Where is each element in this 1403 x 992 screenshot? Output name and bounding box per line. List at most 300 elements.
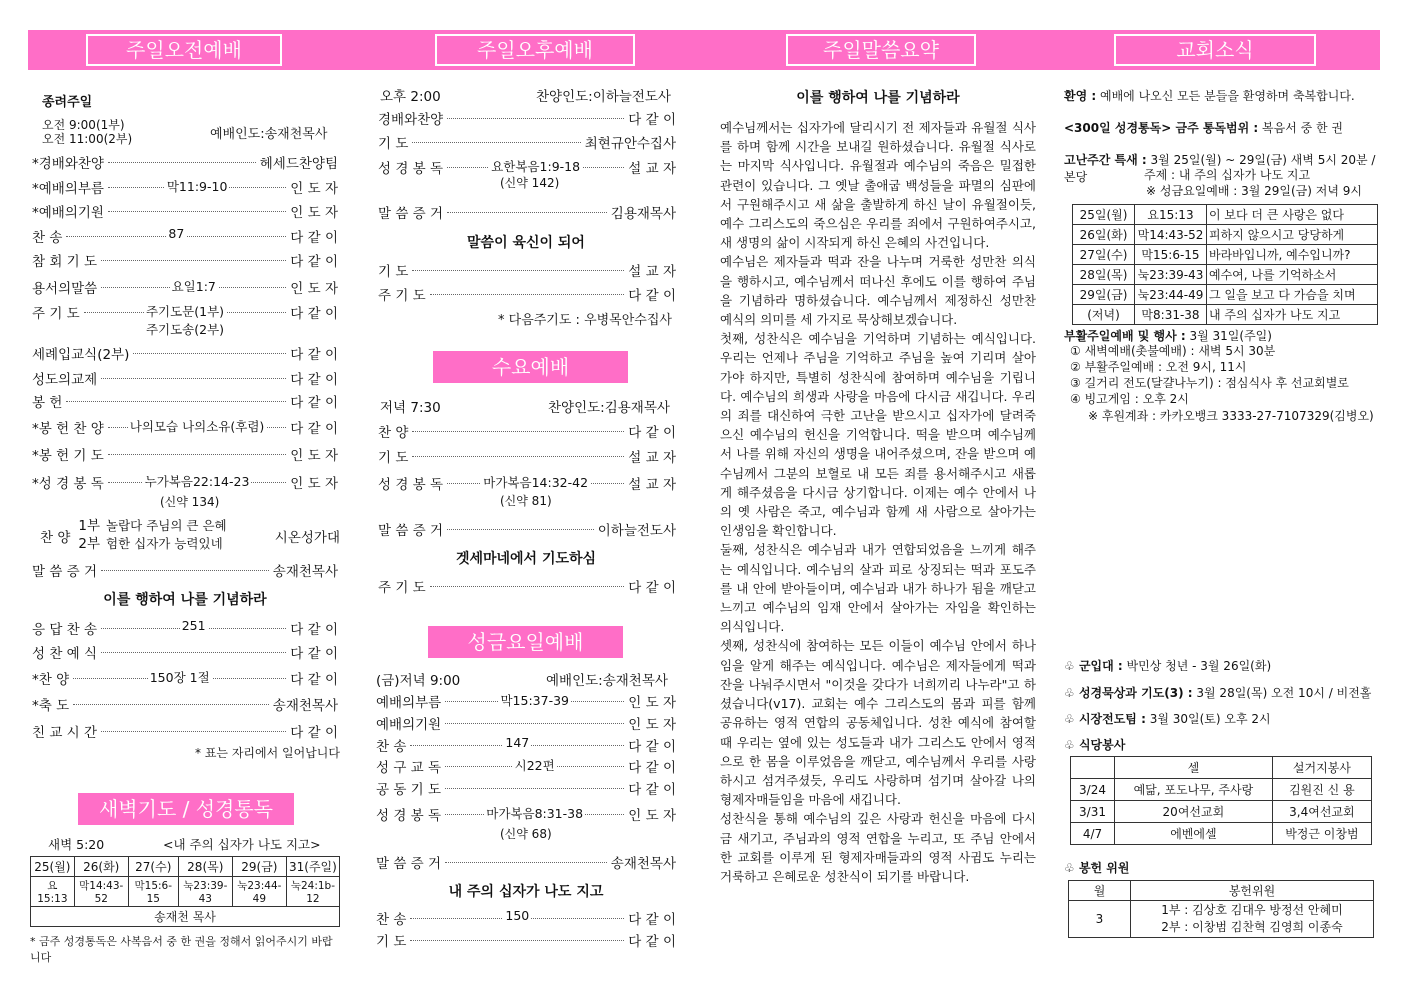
- order-leader-dots: [73, 694, 269, 708]
- order-detail: 251: [181, 618, 206, 633]
- passion-label: 고난주간 특새 :: [1064, 153, 1147, 167]
- order-leader-dots: [73, 668, 286, 686]
- kitchen-row: [1071, 779, 1372, 801]
- order-label: 경배와찬양: [378, 112, 444, 128]
- order-responsible: 다 같 이: [628, 580, 676, 596]
- order-label: 용서의말씀: [32, 281, 98, 297]
- passion-cell: 바라바입니까, 예수입니까?: [1207, 245, 1378, 265]
- morning-sermon-title: 이를 행하여 나를 기념하라: [103, 592, 267, 608]
- order-row: [32, 560, 338, 580]
- order-responsible: 다 같 이: [290, 421, 338, 437]
- order-responsible: 다 같 이: [290, 672, 338, 688]
- order-detail: 막15:37-39: [500, 693, 569, 708]
- praise-song-1: 놀랍다 주님의 큰 은혜: [106, 518, 227, 533]
- reading-line: [1064, 119, 1343, 136]
- afternoon-column: [376, 0, 676, 992]
- order-row: [376, 778, 676, 798]
- morning-title: 종려주일: [42, 95, 93, 110]
- order-responsible: 설 교 자: [628, 161, 676, 177]
- order-responsible: 인 도 자: [290, 181, 338, 197]
- praise-song-2: 험한 십자가 능력있네: [106, 536, 223, 551]
- passion-cell: 피하지 않으시고 당당하게: [1207, 225, 1378, 245]
- welcome-label: 환영 :: [1064, 89, 1097, 103]
- offer-label: ♧ 봉헌 위원: [1064, 861, 1130, 875]
- army-line: [1064, 657, 1271, 674]
- wed-leader: 찬양인도:김용재목사: [548, 400, 670, 416]
- kitchen-cell: 김원진 신 용: [1272, 779, 1371, 801]
- order-row: [32, 391, 338, 411]
- kitchen-cell: 3/24: [1071, 779, 1115, 801]
- bible-label: ♧ 성경묵상과 기도(3) :: [1064, 686, 1193, 700]
- kitchen-cell: 3/31: [1071, 801, 1115, 823]
- market-label: ♧ 시장전도팀 :: [1064, 712, 1146, 726]
- order-responsible: 인 도 자: [628, 808, 676, 824]
- offer-members-2: 2부 : 이창범 김찬혁 김영희 이종숙: [1161, 920, 1343, 934]
- passion-row: [1073, 225, 1378, 245]
- passion-cell: 26일(화): [1073, 225, 1135, 245]
- passion-cell: 27일(수): [1073, 245, 1135, 265]
- order-responsible: 다 같 이: [290, 395, 338, 411]
- order-row: [32, 642, 338, 662]
- kitchen-head: [1071, 757, 1115, 779]
- order-row: [376, 735, 676, 755]
- easter-item: ③ 길거리 전도(달걀나누기) : 점심식사 후 선교회별로: [1070, 376, 1349, 390]
- wed-time: 저녁 7:30: [380, 400, 441, 416]
- order-responsible: 다 같 이: [290, 725, 338, 741]
- order-row: [378, 519, 676, 539]
- order-row: [376, 930, 676, 950]
- order-responsible: 송재천목사: [272, 564, 338, 580]
- summary-p6: 성찬식을 통해 예수님의 깊은 사랑과 헌신을 마음에 다시금 새기고, 주님과의 영적 연합을 누리고, 또 주님 안에서 한 교회를 이루게 된 형제자매들과의 영적 사귐도 누리는 거룩하고 은혜로운 성찬식이 되기를 바랍니다.: [720, 811, 1036, 884]
- order-responsible: 다 같 이: [290, 230, 338, 246]
- header-morning-worship: 주일오전예배: [86, 34, 282, 66]
- bible-text: 3월 28일(목) 오전 10시 / 비전홀: [1196, 686, 1372, 700]
- offer-head-members: 봉헌위원: [1131, 881, 1374, 901]
- order-label: 말 씀 증 거: [378, 206, 444, 222]
- order-label: 찬 송: [376, 739, 407, 755]
- order-leader-dots: [447, 473, 624, 491]
- dawn-ref: 눅24:1b-12: [286, 877, 339, 907]
- passion-table: [1072, 204, 1378, 325]
- order-row: [376, 852, 676, 872]
- kitchen-cell: 20여선교회: [1115, 801, 1273, 823]
- bible-line: [1064, 684, 1371, 701]
- order-row: [32, 201, 338, 221]
- order-row: [378, 132, 676, 152]
- dawn-theme: <내 주의 십자가 나도 지고>: [163, 837, 321, 852]
- kitchen-line: [1064, 736, 1125, 753]
- order-row: [378, 202, 676, 222]
- morning-leader: 예배인도:송재천목사: [210, 127, 328, 142]
- order-row: [378, 446, 676, 466]
- kitchen-label: ♧ 식당봉사: [1064, 738, 1126, 752]
- army-label: ♧ 군입대 :: [1064, 659, 1123, 673]
- order-label: 세례입교식(2부): [32, 347, 130, 363]
- order-label: 성 찬 예 식: [32, 646, 98, 662]
- order-label: 찬 송: [32, 230, 63, 246]
- order-leader-dots: [410, 908, 624, 923]
- order-responsible: 다 같 이: [628, 739, 676, 755]
- dawn-day: 31(주일): [286, 857, 339, 877]
- kitchen-cell: 4/7: [1071, 823, 1115, 845]
- summary-p3: 첫째, 성찬식은 예수님을 기억하며 기념하는 예식입니다. 우리는 언제나 주님을 기억하고 주님을 높여 기리며 살아가야 하지만, 특별히 성찬식에 참여하며 예수님을 기립니다. 예수님의 희생과 사랑을 마음에 다시금 새깁니다. 우리의 죄를 대신하여 극한 고난을 받으시고 십자가에 달려죽으신 예수님의 헌신을 기억합니다. 떡을 받으며 예수님께서 나를 위해 자신의 생명을 내어주셨으며, 잔을 받으며 예수님께서 그분의 보혈로 내 모든 죄를 용서해주시고 새롭게 해주셨음을 다시금 상기합니다. 이제는 예수 안에서 나의 옛 사람은 죽고, 예수님과 함께 새 사람으로 살아가는 인생임을 확인합니다.: [720, 331, 1036, 539]
- order-label: 봉 헌: [32, 395, 63, 411]
- kitchen-cell: 3,4여선교회: [1272, 801, 1371, 823]
- order-leader-dots: [133, 343, 286, 357]
- order-row: [32, 277, 338, 297]
- order-leader-dots: [101, 618, 286, 633]
- passion-cell: 눅23:39-43: [1135, 265, 1207, 285]
- order-leader-dots: [108, 444, 286, 458]
- afternoon-time: 오후 2:00: [380, 89, 441, 105]
- order-responsible: 다 같 이: [628, 425, 676, 441]
- order-leader-dots: [445, 778, 624, 792]
- order-label: 주 기 도: [32, 306, 80, 322]
- order-label: 친 교 시 간: [32, 725, 98, 741]
- order-responsible: 송재천목사: [272, 698, 338, 714]
- passion-cell: 28일(목): [1073, 265, 1135, 285]
- offer-head-month: 월: [1069, 881, 1131, 901]
- order-row: [32, 694, 338, 714]
- dawn-note: * 금주 성경통독은 사복음서 중 한 권을 정해서 읽어주시기 바랍니다: [30, 935, 333, 964]
- easter-items: [1070, 343, 1349, 407]
- order-detail: 막11:9-10: [166, 179, 228, 194]
- afternoon-sermon-title: 말씀이 육신이 되어: [467, 235, 585, 251]
- order-leader-dots: [412, 421, 624, 435]
- order-detail: 마가복음8:31-38: [486, 806, 584, 821]
- order-row: [376, 756, 676, 776]
- order-detail: 요한복음1:9-18: [491, 159, 581, 174]
- welcome-line: [1064, 87, 1355, 104]
- order-label: 찬 양: [378, 425, 409, 441]
- order-label: 기 도: [378, 450, 409, 466]
- praise-part-1: 1부: [78, 518, 101, 534]
- offer-table: [1068, 880, 1374, 938]
- order-leader-dots: [412, 446, 624, 460]
- order-label: 참 회 기 도: [32, 254, 98, 270]
- kitchen-head: 설거지봉사: [1272, 757, 1371, 779]
- fri-sinyak: (신약 68): [500, 827, 552, 841]
- fri-title: 성금요일예배: [428, 626, 623, 658]
- praise-performer: 시온성가대: [274, 530, 340, 546]
- order-label: 성 경 봉 독: [378, 161, 444, 177]
- dawn-time: 새벽 5:20: [48, 837, 105, 852]
- order-leader-dots: [101, 560, 269, 574]
- order-responsible: 다 같 이: [290, 254, 338, 270]
- order-row: [32, 444, 338, 464]
- order-row: [378, 108, 676, 128]
- easter-item: ① 새벽예배(촛불예배) : 새벽 5시 30분: [1070, 344, 1276, 358]
- offer-line: [1064, 859, 1129, 876]
- passion-cell: 막14:43-52: [1135, 225, 1207, 245]
- morning-time-2: 오전 11:00(2부): [42, 132, 133, 146]
- passion-cell: 요15:13: [1135, 205, 1207, 225]
- order-label: 성 경 봉 독: [376, 808, 442, 824]
- order-label: *봉 헌 찬 양: [32, 421, 104, 437]
- order-responsible: 다 같 이: [290, 347, 338, 363]
- order-detail: 나의모습 나의소유(후렴): [129, 419, 265, 434]
- dawn-day: 29(금): [232, 857, 286, 877]
- order-label: 성 구 교 독: [376, 760, 442, 776]
- order-responsible: 설 교 자: [628, 264, 676, 280]
- reading-text: 복음서 중 한 권: [1262, 121, 1344, 135]
- fri-leader: 예배인도:송재천목사: [546, 673, 668, 689]
- summary-p5: 셋째, 성찬식에 참여하는 모든 이들이 예수님 안에서 하나임을 알게 해주는 예식입니다. 예수님은 제자들에게 떡과 잔을 나눠주시면서 "이것을 갖다가 너희끼리 나누라"고 하셨습니다(v17). 교회는 예수 그리스도의 몸과 피를 함께 공유하는 영적 연합의 공동체입니다. 성찬 예식에 참여할 때 우리는 옆에 있는 성도들과 내가 그리스도 안에서 영적으로 한 몸을 이루었음을 깨닫고, 예수님께서 우리를 사랑하시고 섬겨주셨듯, 우리도 사랑하며 섬기며 살아갈 나의 형제자매들임을 마음에 새깁니다.: [720, 638, 1036, 808]
- order-leader-dots: [410, 930, 624, 944]
- order-leader-dots: [447, 519, 594, 533]
- order-responsible: 인 도 자: [628, 717, 676, 733]
- order-leader-dots: [66, 391, 286, 405]
- order-label: 예배의부름: [376, 695, 442, 711]
- morning-sinyak: (신약 134): [160, 495, 220, 509]
- kitchen-cell: 예닮, 포도나무, 주사랑: [1115, 779, 1273, 801]
- dawn-ref: 막15:6-15: [128, 877, 178, 907]
- dawn-title: 새벽기도 / 성경통독: [78, 793, 294, 825]
- easter-label: 부활주일예배 및 행사 :: [1064, 329, 1186, 343]
- fri-time: (금)저녁 9:00: [376, 673, 461, 689]
- easter-item: ② 부활주일예배 : 오전 9시, 11시: [1070, 360, 1247, 374]
- fri-sermon-title: 내 주의 십자가 나도 지고: [448, 884, 604, 900]
- dawn-day: 28(목): [178, 857, 232, 877]
- passion-cell: 예수여, 나를 기억하소서: [1207, 265, 1378, 285]
- order-label: 기 도: [378, 264, 409, 280]
- dawn-pastor: 송재천 목사: [31, 907, 340, 927]
- offer-members: [1131, 901, 1374, 938]
- passion-row: [1073, 285, 1378, 305]
- dawn-day: 26(화): [74, 857, 128, 877]
- order-label: 기 도: [376, 934, 407, 950]
- morning-note: * 표는 자리에서 일어납니다: [195, 746, 340, 760]
- order-label: *예배의부름: [32, 181, 104, 197]
- passion-cell: 이 보다 더 큰 사랑은 없다: [1207, 205, 1378, 225]
- order-label: 성도의교제: [32, 372, 98, 388]
- order-detail: 요일1:7: [171, 279, 216, 294]
- order-responsible: 다 같 이: [628, 112, 676, 128]
- order-responsible: 인 도 자: [290, 448, 338, 464]
- praise-row: [40, 517, 340, 553]
- praise-parts: [78, 517, 100, 553]
- order-row: [378, 473, 676, 493]
- order-detail: 150: [505, 908, 530, 923]
- summary-body: [720, 118, 1036, 886]
- order-leader-dots: [445, 713, 624, 727]
- order-label: *봉 헌 기 도: [32, 448, 104, 464]
- passion-cell: 25일(월): [1073, 205, 1135, 225]
- order-responsible: 송재천목사: [610, 856, 676, 872]
- order-responsible: 인 도 자: [290, 476, 338, 492]
- order-leader-dots: [447, 157, 624, 175]
- market-line: [1064, 710, 1271, 727]
- order-label: 예배의기원: [376, 717, 442, 733]
- kitchen-head: 셀: [1115, 757, 1273, 779]
- order-leader-dots: [410, 735, 624, 750]
- order-row: [32, 152, 338, 172]
- order-leader-dots: [412, 260, 624, 274]
- dawn-ref: 막14:43-52: [74, 877, 128, 907]
- order-row: [32, 302, 338, 338]
- praise-part-2: 2부: [78, 536, 101, 552]
- passion-row: [1073, 305, 1378, 325]
- market-text: 3월 30일(토) 오후 2시: [1149, 712, 1271, 726]
- order-detail: 150장 1절: [149, 670, 210, 685]
- order-row: [32, 177, 338, 197]
- order-label: 주 기 도: [378, 288, 426, 304]
- order-responsible: 이하늘전도사: [597, 523, 676, 539]
- order-leader-dots: [108, 152, 256, 166]
- dawn-day: 25(월): [31, 857, 75, 877]
- passion-cell: 눅23:44-49: [1135, 285, 1207, 305]
- order-row: [376, 691, 676, 711]
- order-responsible: 인 도 자: [290, 205, 338, 221]
- order-responsible: 다 같 이: [290, 306, 338, 322]
- dawn-ref: 요15:13: [31, 877, 75, 907]
- kitchen-row: [1071, 823, 1372, 845]
- order-label: *축 도: [32, 698, 70, 714]
- order-leader-dots: [101, 642, 286, 656]
- order-row: [32, 417, 338, 437]
- summary-p1: 예수님께서는 십자가에 달리시기 전 제자들과 유월절 식사를 하며 함께 시간을 보내길 원하셨습니다. 유월절 식사로는 마지막 식사입니다. 유월절과 예수님의 죽음은 밀접한 관련이 있습니다. 그 옛날 출애굽 백성들을 파멸의 심판에서 구원해주시고 새 삶을 출발하게 하신 날이 유월절이듯, 예수 그리스도의 죽으심은 우리를 죄에서 구원하여주시고, 새 생명의 삶이 시작되게 하신 은혜의 사건입니다.: [720, 120, 1036, 251]
- order-label: *경배와찬양: [32, 156, 104, 172]
- order-responsible: 설 교 자: [628, 450, 676, 466]
- order-leader-dots: [101, 721, 286, 735]
- morning-worship-column: [30, 0, 340, 992]
- order-row: [32, 618, 338, 638]
- easter-item: ④ 빙고게임 : 오후 2시: [1070, 392, 1189, 406]
- easter-date: 3월 31일(주일): [1189, 329, 1272, 343]
- order-responsible: 인 도 자: [290, 281, 338, 297]
- summary-column: [720, 0, 1036, 992]
- kitchen-cell: 박정근 이창범: [1272, 823, 1371, 845]
- order-responsible: 다 같 이: [628, 288, 676, 304]
- offer-month: 3: [1069, 901, 1131, 938]
- order-detail-2: 주기도송(2부): [145, 322, 225, 337]
- dawn-ref: 눅23:39-43: [178, 877, 232, 907]
- easter-account: ※ 후원계좌 : 카카오뱅크 3333-27-7107329(김병오): [1088, 409, 1374, 423]
- order-responsible: 다 같 이: [290, 372, 338, 388]
- dawn-ref: 눅23:44-49: [232, 877, 286, 907]
- order-detail: 시22편: [514, 758, 555, 773]
- afternoon-sinyak: (신약 142): [500, 176, 560, 190]
- order-row: [32, 721, 338, 741]
- army-text: 박민상 청년 - 3월 26일(화): [1126, 659, 1272, 673]
- kitchen-row: [1071, 801, 1372, 823]
- passion-row: [1073, 265, 1378, 285]
- order-responsible: 다 같 이: [290, 646, 338, 662]
- order-label: 응 답 찬 송: [32, 622, 98, 638]
- passion-theme: 주제 : 내 주의 십자가 나도 지고: [1144, 168, 1311, 182]
- order-label: 말 씀 증 거: [378, 523, 444, 539]
- order-row: [376, 713, 676, 733]
- easter-line: [1064, 327, 1272, 344]
- summary-p4: 둘째, 성찬식은 예수님과 내가 연합되었음을 느끼게 해주는 예식입니다. 예수님의 살과 피로 상징되는 떡과 포도주를 내 안에 받아들이며, 예수님과 내가 하나가 됨을 깨닫고 느끼고 예수님의 임재 안에서 살아가는 자임을 확인하는 의식입니다.: [720, 542, 1036, 635]
- wed-sinyak: (신약 81): [500, 494, 552, 508]
- offer-members-1: 1부 : 김상호 김대우 방정선 안혜미: [1161, 903, 1343, 917]
- order-label: 주 기 도: [378, 580, 426, 596]
- wed-sermon-title: 겟세마네에서 기도하심: [455, 551, 597, 567]
- order-leader-dots: [108, 201, 286, 215]
- welcome-text: 예배에 나오신 모든 분들을 환영하며 축복합니다.: [1100, 89, 1355, 103]
- order-label: *찬 양: [32, 672, 70, 688]
- dawn-day: 27(수): [128, 857, 178, 877]
- order-detail: 87: [168, 226, 185, 241]
- order-leader-dots: [447, 108, 624, 122]
- afternoon-leader: 찬양인도:이하늘전도사: [536, 89, 671, 105]
- order-leader-dots: [101, 277, 286, 295]
- order-detail: 마가복음14:32-42: [483, 475, 589, 490]
- order-label: 말 씀 증 거: [376, 856, 442, 872]
- order-detail: 147: [505, 735, 530, 750]
- order-row: [32, 668, 338, 688]
- order-row: [376, 804, 676, 824]
- order-leader-dots: [412, 132, 580, 146]
- order-leader-dots: [101, 250, 286, 264]
- order-label: *예배의기원: [32, 205, 104, 221]
- kitchen-cell: 에벤에셀: [1115, 823, 1273, 845]
- passion-friday: ※ 성금요일예배 : 3월 29일(금) 저녁 9시: [1146, 184, 1362, 198]
- order-row: [378, 284, 676, 304]
- passion-cell: 막8:31-38: [1135, 305, 1207, 325]
- order-row: [378, 260, 676, 280]
- order-responsible: 헤세드찬양팀: [259, 156, 338, 172]
- passion-cell: 29일(금): [1073, 285, 1135, 305]
- kitchen-table: [1070, 756, 1372, 845]
- order-responsible: 다 같 이: [290, 622, 338, 638]
- order-row: [378, 576, 676, 596]
- reading-label: <300일 성경통독> 금주 통독범위 :: [1064, 121, 1259, 135]
- afternoon-next: * 다음주기도 : 우병목안수집사: [498, 313, 672, 328]
- dawn-table: [30, 856, 340, 927]
- order-leader-dots: [101, 368, 286, 382]
- order-responsible: 다 같 이: [628, 912, 676, 928]
- order-leader-dots: [108, 177, 286, 195]
- praise-label: 찬 양: [40, 530, 71, 546]
- header-sermon-summary: 주일말씀요약: [786, 34, 976, 66]
- order-leader-dots: [84, 302, 287, 338]
- order-responsible: 다 같 이: [628, 934, 676, 950]
- order-row: [378, 421, 676, 441]
- passion-cell: 그 일을 보고 다 가슴을 치며: [1207, 285, 1378, 305]
- passion-cell: 막15:6-15: [1135, 245, 1207, 265]
- summary-p2: 예수님은 제자들과 떡과 잔을 나누며 거룩한 성만찬 의식을 행하시고, 예수님께서 떠나신 후에도 이를 행하여 주님을 기념하라 명하셨습니다. 예수님께서 제정하신 성만찬 예식의 의미를 세 가지로 묵상해보겠습니다.: [720, 254, 1036, 328]
- order-responsible: 다 같 이: [628, 782, 676, 798]
- order-label: 찬 송: [376, 912, 407, 928]
- order-responsible: 김용재목사: [610, 206, 676, 222]
- order-leader-dots: [445, 852, 607, 866]
- order-detail: 누가복음22:14-23: [144, 474, 250, 489]
- order-leader-dots: [445, 756, 624, 774]
- order-responsible: 다 같 이: [628, 760, 676, 776]
- passion-cell: 내 주의 십자가 나도 지고: [1207, 305, 1378, 325]
- order-row: [32, 472, 338, 492]
- summary-title: 이를 행하여 나를 기념하라: [796, 90, 960, 106]
- order-label: 기 도: [378, 136, 409, 152]
- order-label: 공 동 기 도: [376, 782, 442, 798]
- order-label: 말 씀 증 거: [32, 564, 98, 580]
- order-row: [376, 908, 676, 928]
- order-leader-dots: [430, 284, 625, 298]
- order-leader-dots: [445, 804, 624, 822]
- order-leader-dots: [430, 576, 625, 590]
- order-leader-dots: [445, 691, 624, 709]
- wed-title: 수요예배: [433, 351, 628, 383]
- header-afternoon-worship: 주일오후예배: [435, 34, 635, 66]
- order-row: [32, 343, 338, 363]
- passion-row: [1073, 205, 1378, 225]
- order-responsible: 설 교 자: [628, 477, 676, 493]
- order-row: [32, 368, 338, 388]
- news-column: [1064, 0, 1380, 992]
- order-leader-dots: [108, 417, 286, 435]
